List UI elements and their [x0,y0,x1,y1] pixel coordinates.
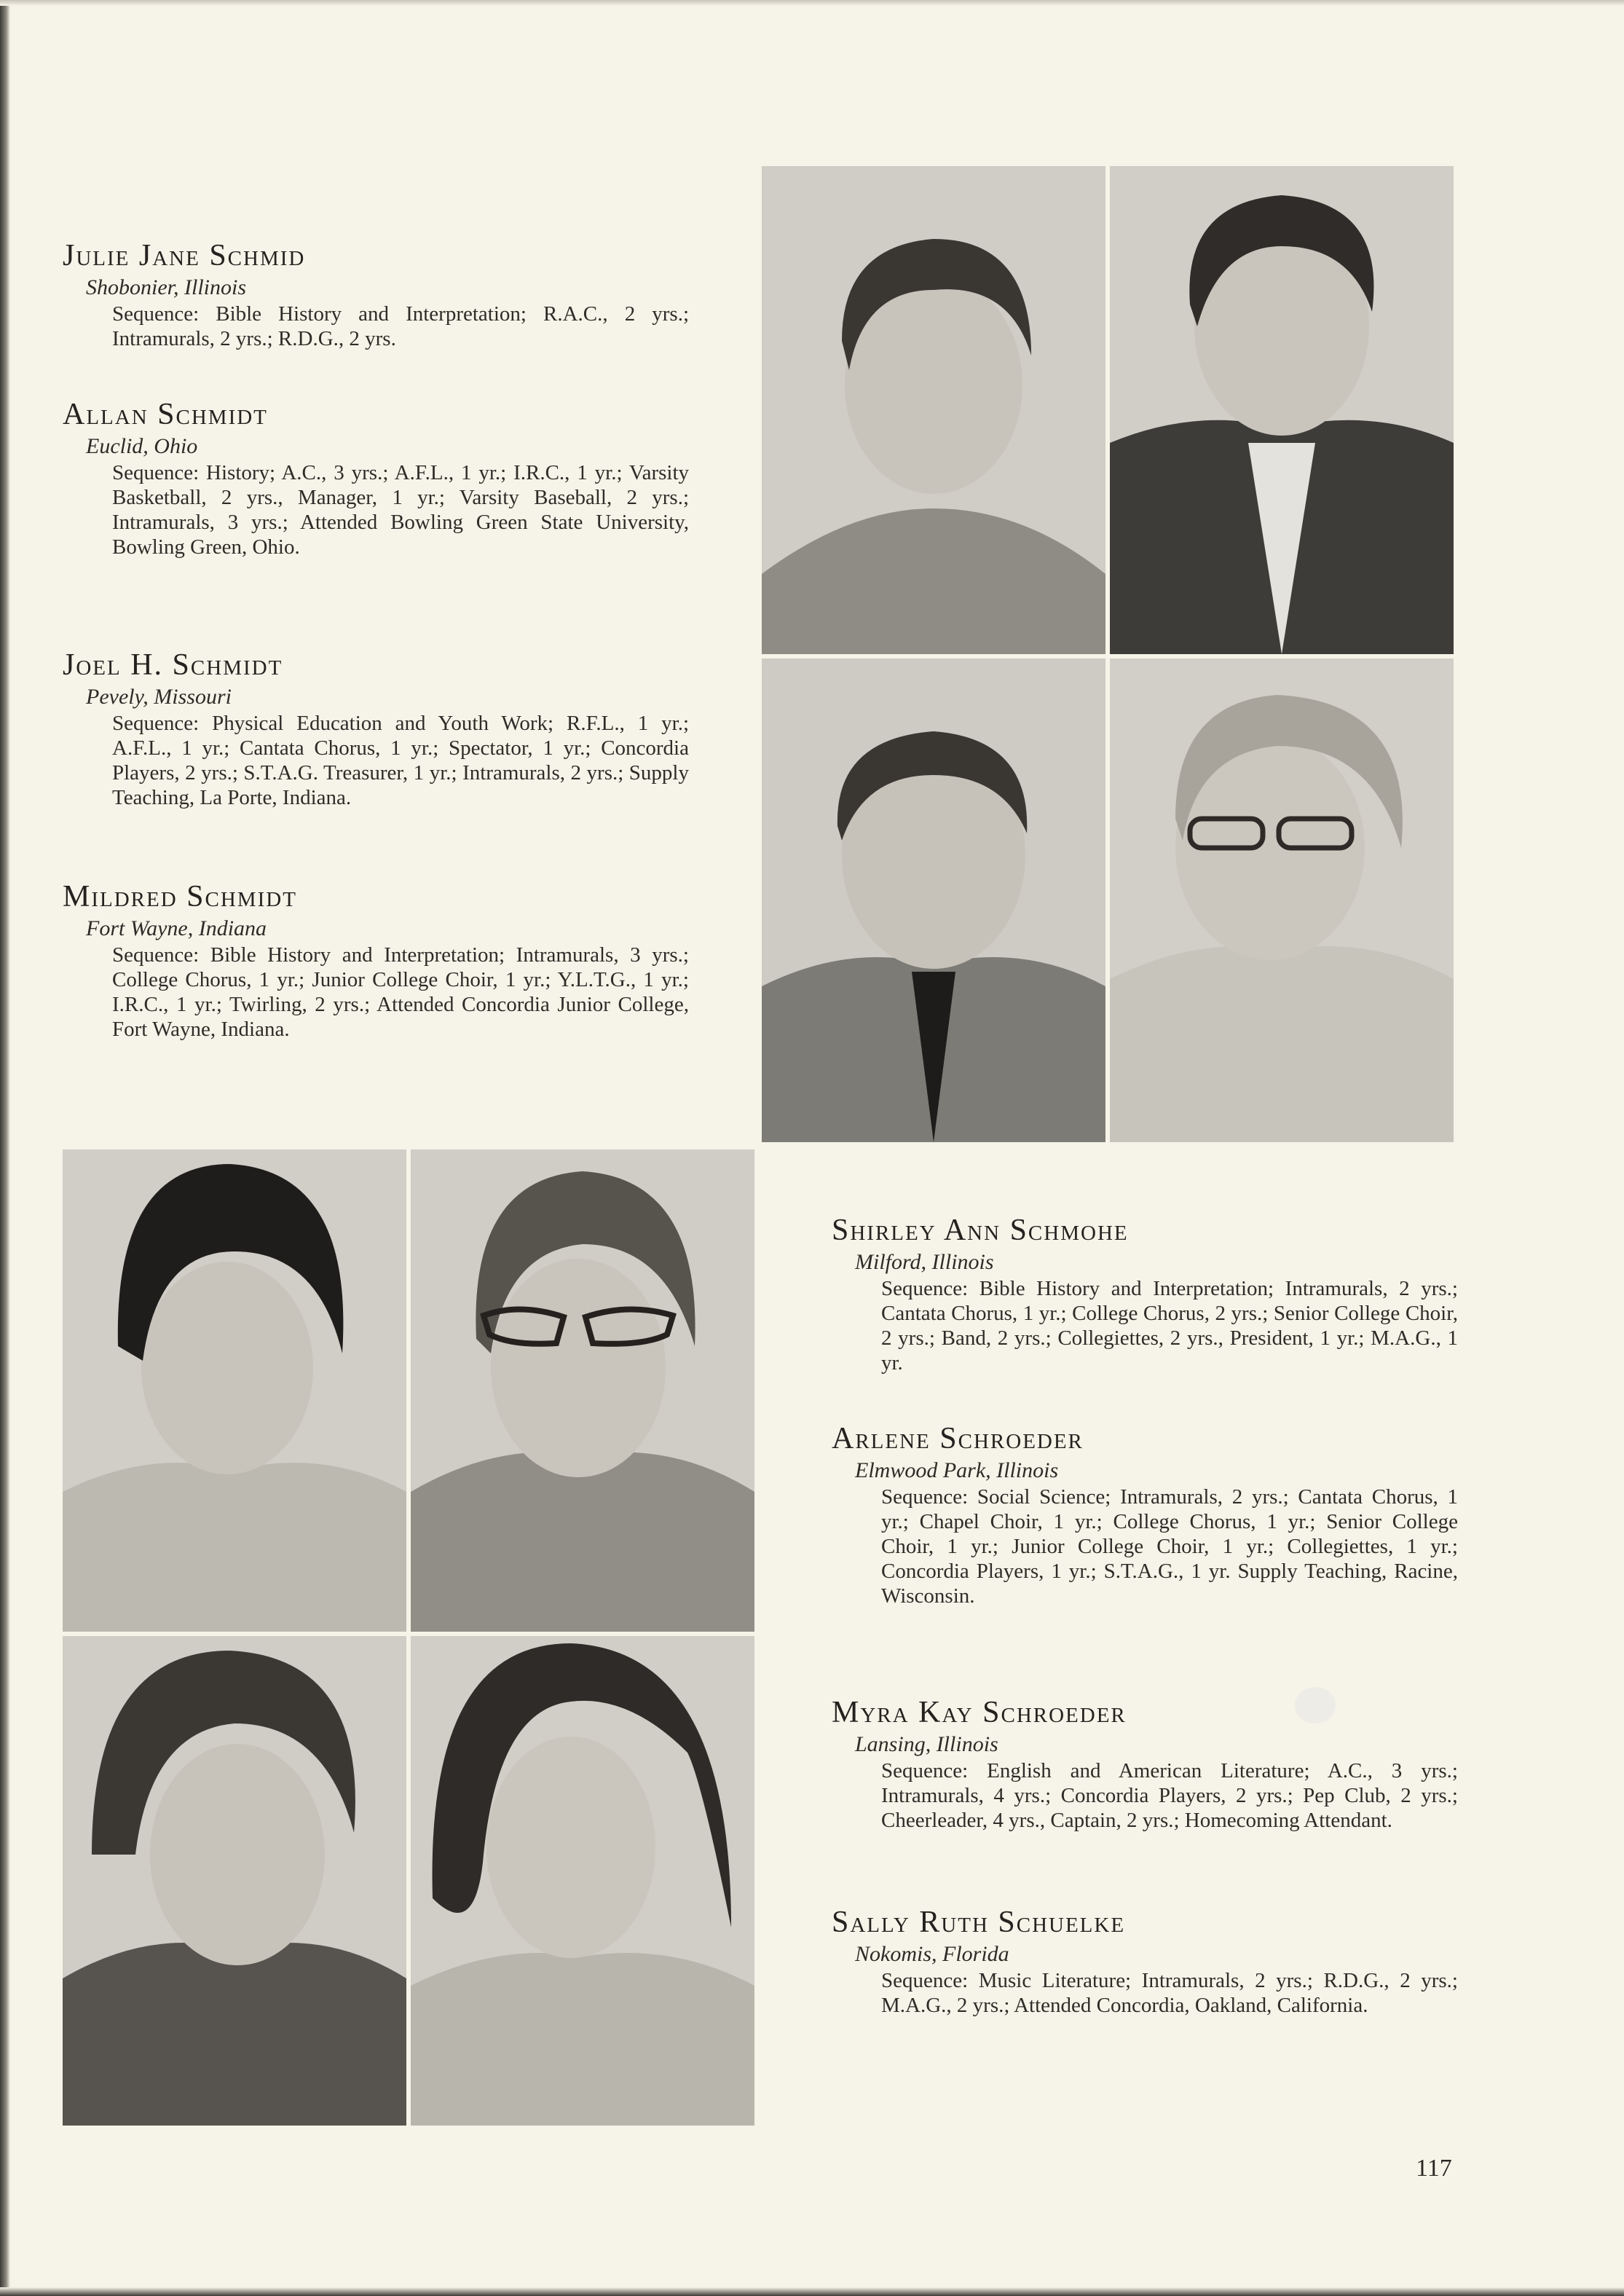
student-name: Shirley Ann Schmohe [832,1214,1129,1247]
student-portrait-photo [63,1636,406,2126]
student-portrait-photo [411,1636,754,2126]
student-details: Sequence: Music Literature; Intramurals, 2 yrs.; R.D.G., 2 yrs.; M.A.G., 2 yrs.; Attended Concordia, Oakland, California. [881,1969,1458,2017]
student-portrait-photo [762,166,1105,654]
student-hometown: Lansing, Illinois [855,1732,998,1756]
student-entry [63,396,689,559]
student-name: Allan Schmidt [63,398,268,431]
student-name: Sally Ruth Schuelke [832,1906,1126,1939]
student-entry [832,1420,1458,1608]
student-hometown: Fort Wayne, Indiana [86,916,267,940]
student-details: Sequence: Bible History and Interpretation; R.A.C., 2 yrs.; Intramurals, 2 yrs.; R.D.G., 2 yrs. [112,302,689,350]
student-details: Sequence: Social Science; Intramurals, 2 yrs.; Cantata Chorus, 1 yr.; Chapel Choir, 1 yr.; College Chorus, 1 yr.; Senior College Choir, 1 yr.; Junior College Choir, 1 yr.; Collegiettes, 1 yr.; Concordia Players, 1 yr.; S.T.A.G., 1 yr. Supply Teaching, Racine, Wisconsin. [881,1485,1458,1608]
page-number: 117 [1416,2155,1452,2182]
student-entry [63,878,689,1042]
student-details: Sequence: History; A.C., 3 yrs.; A.F.L., 1 yr.; I.R.C., 1 yr.; Varsity Basketball, 2 yrs., Manager, 1 yr.; Varsity Baseball, 2 yrs.; Intramurals, 3 yrs.; Attended Bowling Green State University, Bowling Green, Ohio. [112,461,689,559]
student-entry [832,1212,1458,1375]
scan-edge [0,0,1624,6]
student-name: Mildred Schmidt [63,880,297,913]
student-details: Sequence: Bible History and Interpretation; Intramurals, 2 yrs.; Cantata Chorus, 1 yr.; College Chorus, 2 yrs.; Senior College Choir, 2 yrs.; Band, 2 yrs.; Collegiettes, 2 yrs., President, 1 yr.; M.A.G., 1 yr. [881,1277,1458,1375]
student-entry [63,237,689,351]
student-portrait-photo [411,1149,754,1632]
student-hometown: Elmwood Park, Illinois [855,1458,1059,1482]
student-entry [832,1904,1458,2018]
paper-stain [1295,1687,1336,1723]
student-portrait-photo [762,658,1105,1142]
student-name: Arlene Schroeder [832,1422,1084,1455]
student-entry [63,647,689,810]
student-hometown: Shobonier, Illinois [86,275,247,299]
student-hometown: Euclid, Ohio [86,434,198,458]
student-entry [832,1694,1458,1833]
student-portrait-photo [63,1149,406,1632]
student-details: Sequence: English and American Literature; A.C., 3 yrs.; Intramurals, 4 yrs.; Concordia Players, 2 yrs.; Pep Club, 2 yrs.; Cheerleader, 4 yrs., Captain, 2 yrs.; Homecoming Attendant. [881,1759,1458,1832]
student-details: Sequence: Bible History and Interpretation; Intramurals, 3 yrs.; College Chorus, 1 yr.; Junior College Choir, 1 yr.; Y.L.T.G., 1 yr.; I.R.C., 1 yr.; Twirling, 2 yrs.; Attended Concordia Junior College, Fort Wayne, Indiana. [112,943,689,1041]
student-portrait-photo [1110,658,1454,1142]
student-portrait-photo [1110,166,1454,654]
student-name: Myra Kay Schroeder [832,1696,1127,1729]
student-name: Joel H. Schmidt [63,648,283,682]
scan-edge [0,2287,1624,2296]
student-hometown: Milford, Illinois [855,1250,994,1274]
student-hometown: Pevely, Missouri [86,685,232,709]
scan-edge [0,0,10,2296]
student-details: Sequence: Physical Education and Youth Work; R.F.L., 1 yr.; A.F.L., 1 yr.; Cantata Chorus, 1 yr.; Spectator, 1 yr.; Concordia Players, 2 yrs.; S.T.A.G. Treasurer, 1 yr.; Intramurals, 2 yrs.; Supply Teaching, La Porte, Indiana. [112,712,689,809]
student-name: Julie Jane Schmid [63,239,306,272]
student-hometown: Nokomis, Florida [855,1942,1009,1966]
